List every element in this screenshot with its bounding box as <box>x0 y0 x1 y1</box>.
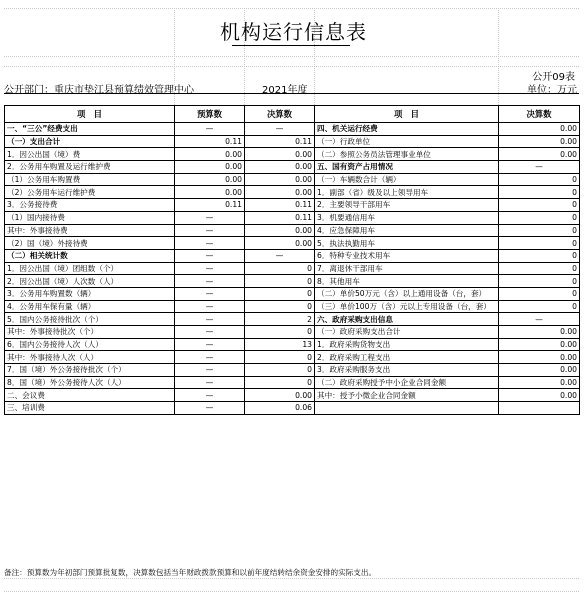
budget-cell: — <box>175 313 245 326</box>
budget-cell: — <box>175 287 245 300</box>
left-item-cell: 其中：外事接待批次（个） <box>5 326 175 339</box>
left-item-cell: 其中：外事接待人次（人） <box>5 351 175 364</box>
budget-cell: — <box>175 402 245 415</box>
final-right-cell: — <box>499 313 580 326</box>
final-left-cell: 0 <box>245 300 315 313</box>
header-rule <box>4 93 579 94</box>
right-item-cell: 3．机要通信用车 <box>315 211 499 224</box>
table-row <box>5 402 580 415</box>
budget-cell: 0.00 <box>175 148 245 161</box>
table-row <box>5 123 580 136</box>
page-title: 机构运行信息表 <box>220 20 367 44</box>
right-item-cell: 6．特种专业技术用车 <box>315 249 499 262</box>
budget-cell: 0.00 <box>175 186 245 199</box>
table-header-row <box>5 106 580 123</box>
final-right-cell: 0 <box>499 262 580 275</box>
header-final-right: 决算数 <box>499 106 580 123</box>
right-item-cell: 3．政府采购服务支出 <box>315 364 499 377</box>
right-item-cell: （一）车辆数合计（辆） <box>315 173 499 186</box>
final-right-cell: 0 <box>499 199 580 212</box>
right-item-cell: （二）单价50万元（含）以上通用设备（台，套） <box>315 287 499 300</box>
final-left-cell: 0 <box>245 287 315 300</box>
final-left-cell: 0.00 <box>245 389 315 402</box>
final-left-cell: 0 <box>245 351 315 364</box>
final-right-cell: 0.00 <box>499 135 580 148</box>
left-item-cell: （一）支出合计 <box>5 135 175 148</box>
header-budget: 预算数 <box>175 106 245 123</box>
faint-gridline <box>4 578 579 579</box>
final-right-cell: 0 <box>499 287 580 300</box>
final-left-cell: 0 <box>245 262 315 275</box>
department-label: 公开部门：重庆市垫江县预算绩效管理中心 <box>4 85 194 96</box>
budget-cell: — <box>175 351 245 364</box>
header-final-left: 决算数 <box>245 106 315 123</box>
budget-cell: — <box>175 389 245 402</box>
final-left-cell: 0.00 <box>245 237 315 250</box>
final-left-cell: 0 <box>245 326 315 339</box>
right-item-cell: 1．政府采购货物支出 <box>315 338 499 351</box>
final-right-cell: 0.00 <box>499 338 580 351</box>
table-row <box>5 313 580 326</box>
table-row <box>5 237 580 250</box>
final-right-cell: 0.00 <box>499 376 580 389</box>
right-item-cell: 六、政府采购支出信息 <box>315 313 499 326</box>
left-item-cell: 三、培训费 <box>5 402 175 415</box>
final-left-cell: — <box>245 123 315 136</box>
right-item-cell: 5．执法执勤用车 <box>315 237 499 250</box>
left-item-cell: 一、“三公”经费支出 <box>5 123 175 136</box>
left-item-cell: 1．因公出国（境）费 <box>5 148 175 161</box>
final-right-cell: 0.00 <box>499 148 580 161</box>
right-item-cell: 其中：授予小微企业合同金额 <box>315 389 499 402</box>
form-code: 公开09表 <box>532 72 575 83</box>
left-item-cell: 4．公务用车保有量（辆） <box>5 300 175 313</box>
left-item-cell: 2．因公出国（境）人次数（人） <box>5 275 175 288</box>
left-item-cell: （1）国内接待费 <box>5 211 175 224</box>
table-row <box>5 161 580 174</box>
left-item-cell: （二）相关统计数 <box>5 249 175 262</box>
info-table <box>4 105 580 415</box>
left-item-cell: （2）国（境）外接待费 <box>5 237 175 250</box>
final-right-cell: 0 <box>499 211 580 224</box>
final-left-cell: — <box>245 249 315 262</box>
unit-label: 单位：万元 <box>527 85 577 96</box>
table-row <box>5 275 580 288</box>
final-right-cell: 0.00 <box>499 364 580 377</box>
final-right-cell: 0.00 <box>499 326 580 339</box>
final-left-cell: 0.11 <box>245 199 315 212</box>
faint-gridline <box>4 591 579 592</box>
table-row <box>5 211 580 224</box>
final-left-cell: 13 <box>245 338 315 351</box>
budget-cell: — <box>175 211 245 224</box>
header-item-left: 项 目 <box>5 106 175 123</box>
right-item-cell <box>315 402 499 415</box>
final-right-cell: 0 <box>499 237 580 250</box>
final-left-cell: 0 <box>245 376 315 389</box>
right-item-cell: 2．政府采购工程支出 <box>315 351 499 364</box>
right-item-cell: 四、机关运行经费 <box>315 123 499 136</box>
final-right-cell: 0 <box>499 173 580 186</box>
budget-cell: — <box>175 237 245 250</box>
table-row <box>5 249 580 262</box>
table-row <box>5 287 580 300</box>
table-row <box>5 199 580 212</box>
left-item-cell: 7．国（境）外公务接待批次（个） <box>5 364 175 377</box>
left-item-cell: （2）公务用车运行维护费 <box>5 186 175 199</box>
final-left-cell: 0.00 <box>245 161 315 174</box>
final-left-cell: 0.11 <box>245 135 315 148</box>
table-row <box>5 148 580 161</box>
table-row <box>5 300 580 313</box>
left-item-cell: 2．公务用车购置及运行维护费 <box>5 161 175 174</box>
final-left-cell: 0.00 <box>245 224 315 237</box>
final-right-cell: 0 <box>499 249 580 262</box>
budget-cell: — <box>175 275 245 288</box>
faint-gridline <box>4 66 579 67</box>
right-item-cell: （二）政府采购授予中小企业合同金额 <box>315 376 499 389</box>
left-item-cell: 3．公务用车购置数（辆） <box>5 287 175 300</box>
faint-gridline <box>4 56 579 57</box>
budget-cell: — <box>175 300 245 313</box>
budget-cell: — <box>175 376 245 389</box>
right-item-cell: 7．离退休干部用车 <box>315 262 499 275</box>
final-left-cell: 0.00 <box>245 186 315 199</box>
table-row <box>5 338 580 351</box>
left-item-cell: 8．国（境）外公务接待人次（人） <box>5 376 175 389</box>
left-item-cell: 6．国内公务接待人次（人） <box>5 338 175 351</box>
budget-cell: — <box>175 123 245 136</box>
right-item-cell: （一）行政单位 <box>315 135 499 148</box>
right-item-cell: （一）政府采购支出合计 <box>315 326 499 339</box>
budget-cell: — <box>175 364 245 377</box>
table-row <box>5 262 580 275</box>
left-item-cell: 1．因公出国（境）团组数（个） <box>5 262 175 275</box>
header-item-right: 项 目 <box>315 106 499 123</box>
left-item-cell: 二、会议费 <box>5 389 175 402</box>
table-row <box>5 326 580 339</box>
year-label: 2021年度 <box>262 85 308 96</box>
final-left-cell: 0 <box>245 275 315 288</box>
budget-cell: — <box>175 338 245 351</box>
right-item-cell: 1．副部（省）级及以上领导用车 <box>315 186 499 199</box>
right-item-cell: 五、国有资产占用情况 <box>315 161 499 174</box>
left-item-cell: 3．公务接待费 <box>5 199 175 212</box>
table-row <box>5 376 580 389</box>
right-item-cell: （三）单价100万（含）元以上专用设备（台，套） <box>315 300 499 313</box>
final-left-cell: 0.11 <box>245 211 315 224</box>
title-underline <box>232 45 350 46</box>
table-row <box>5 173 580 186</box>
table-row <box>5 351 580 364</box>
final-right-cell: 0.00 <box>499 351 580 364</box>
budget-cell: — <box>175 224 245 237</box>
right-item-cell: （二）参照公务员法管理事业单位 <box>315 148 499 161</box>
final-right-cell: 0.00 <box>499 123 580 136</box>
final-right-cell <box>499 402 580 415</box>
left-item-cell: （1）公务用车购置费 <box>5 173 175 186</box>
table-row <box>5 364 580 377</box>
table-row <box>5 135 580 148</box>
left-item-cell: 5．国内公务接待批次（个） <box>5 313 175 326</box>
final-left-cell: 0.00 <box>245 173 315 186</box>
final-right-cell: 0 <box>499 275 580 288</box>
final-left-cell: 0.00 <box>245 148 315 161</box>
right-item-cell: 8．其他用车 <box>315 275 499 288</box>
final-right-cell: 0 <box>499 300 580 313</box>
final-left-cell: 2 <box>245 313 315 326</box>
budget-cell: — <box>175 262 245 275</box>
budget-cell: 0.00 <box>175 161 245 174</box>
budget-cell: 0.11 <box>175 135 245 148</box>
faint-gridline <box>4 8 579 9</box>
table-row <box>5 186 580 199</box>
right-item-cell: 2．主要领导干部用车 <box>315 199 499 212</box>
budget-cell: 0.11 <box>175 199 245 212</box>
budget-cell: 0.00 <box>175 173 245 186</box>
final-left-cell: 0 <box>245 364 315 377</box>
final-right-cell: 0 <box>499 186 580 199</box>
budget-cell: — <box>175 249 245 262</box>
final-right-cell: 0.00 <box>499 389 580 402</box>
final-left-cell: 0.06 <box>245 402 315 415</box>
footnote: 备注：预算数为年初部门预算批复数，决算数包括当年财政拨款预算和以前年度结转结余资金安排的实际支出。 <box>4 568 377 577</box>
right-item-cell: 4．应急保障用车 <box>315 224 499 237</box>
final-right-cell: — <box>499 161 580 174</box>
final-right-cell: 0 <box>499 224 580 237</box>
budget-cell: — <box>175 326 245 339</box>
left-item-cell: 其中：外事接待费 <box>5 224 175 237</box>
table-row <box>5 224 580 237</box>
table-row <box>5 389 580 402</box>
